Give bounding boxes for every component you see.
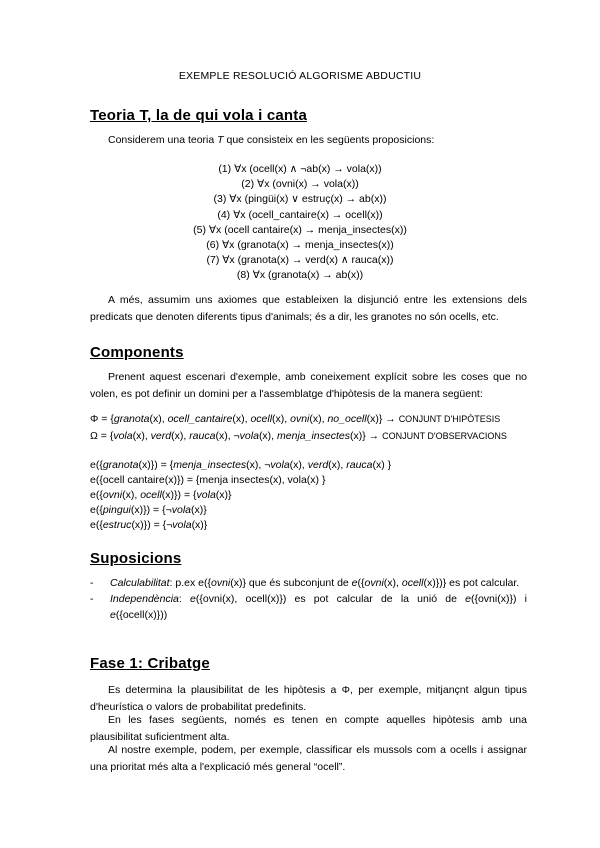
arrow: → <box>382 413 399 425</box>
predicate: e <box>465 593 471 605</box>
e-text: e({ <box>90 459 103 471</box>
e-text: (x)}) = { <box>161 489 197 501</box>
predicate: granota <box>113 413 150 425</box>
set-text: (x), ¬ <box>215 430 240 442</box>
assumption-item <box>90 591 527 623</box>
predicate: ovni <box>290 413 310 425</box>
assumption-label: Independència <box>110 593 179 605</box>
predicate: ocell <box>250 413 273 425</box>
predicate: pingui <box>102 504 131 516</box>
predicate: vola <box>171 504 191 516</box>
e-text: (x)}) = {¬ <box>130 504 172 516</box>
predicate: menja_insectes <box>173 459 247 471</box>
predicate: verd <box>150 430 172 442</box>
e-text: e({ <box>90 519 103 531</box>
assumption-text: ({ <box>357 577 365 589</box>
predicate: no_ocell <box>327 413 367 425</box>
proposition: (1) ∀x (ocell(x) ∧ ¬ab(x) → vola(x)) <box>218 163 382 175</box>
proposition: (3) ∀x (pingüi(x) ∨ estruç(x) → ab(x)) <box>213 193 387 206</box>
e-text: (x)}) = {¬ <box>131 519 173 531</box>
predicate: vola <box>113 430 133 442</box>
set-text: (x), <box>149 413 168 425</box>
proposition: (5) ∀x (ocell cantaire(x) → menja_insectes(x)) <box>193 223 407 236</box>
predicate: ovni <box>364 577 384 589</box>
e-text: (x) } <box>372 459 392 471</box>
set-text: (x)} <box>366 413 383 425</box>
e-text: e({ocell cantaire(x)}) = {menja insectes(x), vola(x) } <box>90 474 326 486</box>
intro-text-end: que consisteix en les següents proposicions: <box>223 134 435 146</box>
set-label: CONJUNT D'HIPÒTESIS <box>398 414 501 424</box>
predicate: ocell <box>140 489 162 501</box>
set-text: (x), <box>258 430 278 442</box>
predicate: ocell <box>401 577 424 589</box>
assumption-text: (x)})} es pot calcular. <box>423 577 520 589</box>
theory-intro <box>90 132 527 149</box>
axioms-paragraph: A més, assumim uns axiomes que estableixen la disjunció entre les extensions dels predicats que denoten diferents tipus d'animals; és a dir, les granotes no són ocells, etc. <box>90 294 527 323</box>
e-text: (x), ¬ <box>246 459 271 471</box>
explanation-line <box>90 503 207 518</box>
predicate: vola <box>239 430 259 442</box>
proposition: (8) ∀x (granota(x) → ab(x)) <box>236 269 364 282</box>
arrow: → <box>365 430 383 442</box>
set-text: (x)} <box>349 430 366 442</box>
proposition: (6) ∀x (granota(x) → menja_insectes(x)) <box>206 239 394 252</box>
set-text: (x), <box>171 430 190 442</box>
set-text: (x), <box>132 430 151 442</box>
assumption-text: (x)} que és subconjunt de <box>230 577 352 589</box>
e-text: (x)}) = { <box>138 459 174 471</box>
predicate: estruc <box>102 519 132 531</box>
section-heading-suposicions: Suposicions <box>90 550 182 567</box>
predicate: e <box>351 577 358 589</box>
assumption-label: Calculabilitat <box>110 577 170 589</box>
e-text: (x), <box>122 489 141 501</box>
e-text: (x)} <box>191 519 208 531</box>
predicate: ocell_cantaire <box>167 413 233 425</box>
bullet-dash: - <box>90 577 94 589</box>
assumption-item <box>90 575 527 591</box>
e-text: (x), <box>328 459 347 471</box>
set-text: (x), <box>272 413 291 425</box>
e-text: (x)} <box>215 489 232 501</box>
assumption-text: : p.ex e({ <box>169 577 211 589</box>
observations-set <box>90 429 507 444</box>
set-label: CONJUNT D'OBSERVACIONS <box>382 431 507 441</box>
explanation-line <box>90 473 325 488</box>
e-text: e({ <box>90 489 103 501</box>
e-text: (x), <box>289 459 308 471</box>
predicate: rauca <box>189 430 216 442</box>
section-heading-teoria: Teoria T, la de qui vola i canta <box>90 107 308 124</box>
proposition: (7) ∀x (granota(x) → verd(x) ∧ rauca(x)) <box>206 254 394 267</box>
assumption-text: ({ovni(x)}) i <box>470 593 527 605</box>
bullet-dash: - <box>90 593 94 605</box>
intro-text: Considerem una teoria <box>108 134 218 146</box>
proposition: (4) ∀x (ocell_cantaire(x) → ocell(x)) <box>217 208 383 221</box>
set-text: (x), <box>309 413 328 425</box>
explanation-line <box>90 488 232 503</box>
e-text: e({ <box>90 504 103 516</box>
predicate: ovni <box>210 577 231 589</box>
predicate: e <box>110 609 116 621</box>
predicate: rauca <box>346 459 373 471</box>
predicate: ovni <box>102 489 123 501</box>
predicate: vola <box>270 459 290 471</box>
assumption-text: ({ovni(x), ocell(x)}) es pot calcular de la unió de <box>195 593 466 605</box>
set-lead: Φ = { <box>90 413 114 425</box>
assumption-text: ({ocell(x)})) <box>115 609 168 621</box>
predicate: vola <box>172 519 192 531</box>
predicate: verd <box>307 459 329 471</box>
assumptions-list <box>90 575 527 623</box>
proposition: (2) ∀x (ovni(x) → vola(x)) <box>241 178 359 191</box>
document-title: EXEMPLE RESOLUCIÓ ALGORISME ABDUCTIU <box>178 70 422 82</box>
hypotheses-set <box>90 412 500 427</box>
components-paragraph: Prenent aquest escenari d'exemple, amb coneixement explícit sobre les coses que no volen, es pot definir un domini per a l'assemblatge d'hipòtesis de la manera següent: <box>90 371 527 400</box>
propositions-list <box>0 162 600 284</box>
phase1-paragraph: Al nostre exemple, podem, per exemple, classificar els mussols com a ocells i assignar una prioritat més alta a l'explicació més general “ocell”. <box>90 744 527 773</box>
predicate: granota <box>102 459 139 471</box>
explanation-line <box>90 518 207 533</box>
phase1-paragraph: En les fases següents, només es tenen en compte aquelles hipòtesis amb una plausibilitat suficientment alta. <box>90 714 527 743</box>
predicate: menja_insectes <box>277 430 350 442</box>
assumption-text: (x), <box>383 577 402 589</box>
section-heading-fase1: Fase 1: Cribatge <box>90 655 210 672</box>
section-heading-components: Components <box>90 344 184 361</box>
predicate: vola <box>196 489 216 501</box>
phase1-paragraph: Es determina la plausibilitat de les hipòtesis a Φ, per exemple, mitjançnt algun tipus d'heurística o valors de probabilitat predefinits. <box>90 684 527 713</box>
theory-symbol: T <box>217 134 224 146</box>
predicate: e <box>190 593 196 605</box>
set-lead: Ω = { <box>90 430 114 442</box>
explanation-line <box>90 458 391 473</box>
assumption-text: : <box>178 593 191 605</box>
e-text: (x)} <box>191 504 207 516</box>
set-text: (x), <box>232 413 251 425</box>
